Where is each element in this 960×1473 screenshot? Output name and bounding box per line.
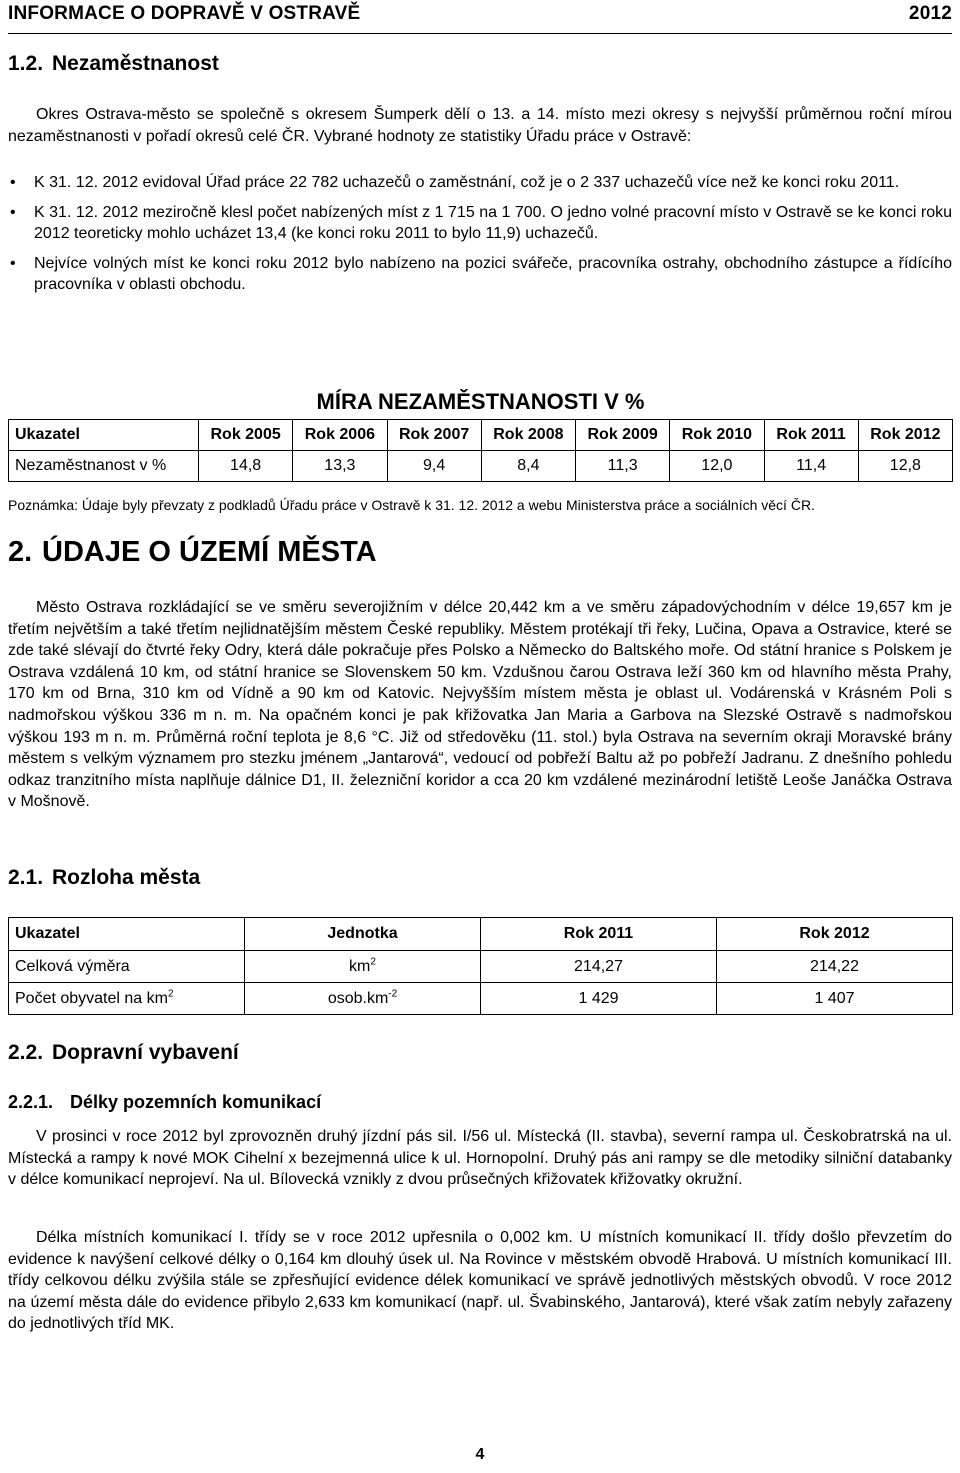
table-row: [9, 983, 953, 1015]
table-cell: 13,3: [293, 451, 387, 482]
section-heading-unemployment: [8, 52, 219, 76]
subsection-heading-roads: [8, 1092, 321, 1113]
table-header-cell: Rok 2006: [293, 420, 387, 451]
table-cell: Počet obyvatel na $km^2$: [9, 983, 245, 1015]
table-cell: Nezaměstnanost v %: [9, 451, 199, 482]
table-cell: 214,27: [481, 951, 717, 983]
table-header-cell: Jednotka: [245, 918, 481, 951]
unemployment-table-title: MÍRA NEZAMĚSTNANOSTI V %: [316, 389, 645, 414]
roads-paragraph-1: V prosinci v roce 2012 byl zprovozněn druhý jízdní pás sil. I/56 ul. Místecká (II. stavba), severní rampa ul. Českobratrská na ul. Místecká a rampy k nové MOK Cihelní x bezejmenná ulice k ul. Hornopolní. Druhý pás ani rampy se dle metodiky silniční databanky v délce komunikací neprojeví. Na ul. Bílovecká vznikly z dvou průsečných křižovatek křižovatky okružní.: [8, 1128, 952, 1189]
table-cell: 1 429: [481, 983, 717, 1015]
section-heading-transport: [8, 1041, 239, 1065]
table-header-cell: Rok 2012: [858, 420, 952, 451]
unemployment-intro: Okres Ostrava-město se společně s okresem Šumperk dělí o 13. a 14. místo mezi okresy s nejvyšší průměrnou roční mírou nezaměstnanosti v pořadí okresů celé ČR. Vybrané hodnoty ze statistiky Úřadu práce v Ostravě:: [8, 106, 952, 145]
chapter-number: 2.: [8, 536, 33, 568]
table-note: Poznámka: Údaje byly převzaty z podkladů Úřadu práce v Ostravě k 31. 12. 2012 a webu Ministerstva práce a sociálních věcí ČR.: [8, 497, 815, 513]
header-title: INFORMACE O DOPRAVĚ V OSTRAVĚ: [8, 3, 361, 24]
table-cell: $osob.km^{-2}$: [245, 983, 481, 1015]
section-number: 2.2.: [8, 1041, 44, 1064]
table-header-cell: Rok 2012: [717, 918, 953, 951]
table-cell: 12,8: [858, 451, 952, 482]
table-header-row: [9, 918, 953, 951]
table-row: [9, 951, 953, 983]
section-title: Rozloha města: [52, 866, 201, 889]
table-header-cell: Ukazatel: [9, 918, 245, 951]
subsection-number: 2.2.1.: [8, 1092, 54, 1112]
section-number: 2.1.: [8, 866, 44, 889]
table-cell: 214,22: [717, 951, 953, 983]
table-cell: 11,4: [764, 451, 858, 482]
table-cell: 12,0: [670, 451, 764, 482]
subsection-title: Délky pozemních komunikací: [70, 1092, 322, 1112]
table-cell: Celková výměra: [9, 951, 245, 983]
bullet-item: • Nejvíce volných míst ke konci roku 2012 bylo nabízeno na pozici svářeče, pracovníka ostrahy, obchodního zástupce a řídícího pracovníka v oblasti obchodu.: [10, 254, 952, 294]
table-header-cell: Rok 2007: [387, 420, 481, 451]
area-table: [8, 917, 953, 1015]
section-title: Nezaměstnanost: [52, 52, 219, 75]
roads-paragraph-2: Délka místních komunikací I. třídy se v roce 2012 upřesnila o 0,002 km. U místních komunikací II. třídy došlo převzetím do evidence k navýšení celkové délky o 0,164 km dlouhý úsek ul. Na Rovince v městském obvodě Hrabová. U místních komunikací III. třídy celkovou délku zvýšila stále se zpřesňující evidence délek komunikací ve správě jednotlivých městských obvodů. V roce 2012 na území města dále do evidence přibylo 2,633 km komunikací (např. ul. Švabinského, Jantarová), které však zatím nebyly zařazeny do jednotlivých tříd MK.: [8, 1229, 952, 1333]
table-header-cell: Rok 2008: [481, 420, 575, 451]
bullet-item: • K 31. 12. 2012 evidoval Úřad práce 22 782 uchazečů o zaměstnání, což je o 2 337 uchazečů více než ke konci roku 2011.: [8, 172, 952, 194]
table-header-row: [9, 420, 953, 451]
chapter-heading: [8, 536, 377, 569]
bullet-icon: •: [10, 203, 16, 221]
section-number: 1.2.: [8, 52, 44, 75]
section-title: Dopravní vybavení: [52, 1041, 239, 1064]
section-heading-area: [8, 866, 200, 890]
bullet-item: • K 31. 12. 2012 meziročně klesl počet nabízených míst z 1 715 na 1 700. O jedno volné pracovní místo v Ostravě se ke konci roku 2012 teoreticky mohlo ucházet 13,4 (ke konci roku 2011 to bylo 11,9) uchazečů.: [10, 203, 952, 243]
table-header-cell: Rok 2009: [576, 420, 670, 451]
table-row: [9, 451, 953, 482]
chapter-title: ÚDAJE O ÚZEMÍ MĚSTA: [42, 536, 377, 568]
table-header-cell: Rok 2011: [764, 420, 858, 451]
table-header-cell: Rok 2011: [481, 918, 717, 951]
city-territory-text: Město Ostrava rozkládající se ve směru severojižním v délce 20,442 km a ve směru západovýchodním v délce 19,657 km je třetím největším a také třetím nejlidnatějším městem České republiky. Městem protékají tři řeky, Lučina, Opava a Ostravice, které se zde také slévají do čtvrté řeky Odry, která dále pokračuje přes Polsko a Německo do Baltského moře. Od státní hranice s Polskem je Ostrava vzdálená 10 km, od státní hranice se Slovenskem 50 km. Vzdušnou čarou Ostrava leží 360 km od hlavního města Prahy, 170 km od Brna, 310 km od Vídně a 90 km od Katovic. Nejvyšším místem města je oblast ul. Vodárenská v Krásném Poli s nadmořskou výškou 336 m n. m. Na opačném konci je pak křižovatka Jan Maria a Garbova na Slezské Ostravě s nadmořskou výškou 193 m n. m. Průměrná roční teplota je 8,6 °C. Již od středověku (11. stol.) byla Ostrava na severním okraji Moravské brány městem s velkým významem pro stezku jménem „Jantarová“, vedoucí od pobřeží Baltu až po pobřeží Jadranu. Z dnešního pohledu odkaz tranzitního místa naplňuje dálnice D1, II. železniční koridor a cca 20 km vzdálené mezinárodní letiště Leoše Janáčka Ostrava v Mošnově.: [8, 599, 952, 811]
table-cell: 14,8: [199, 451, 293, 482]
table-cell: 1 407: [717, 983, 953, 1015]
bullet-icon: •: [10, 174, 16, 191]
table-cell: 11,3: [576, 451, 670, 482]
header-year: 2012: [908, 3, 952, 24]
table-header-cell: Rok 2005: [199, 420, 293, 451]
bullet-icon: •: [10, 254, 16, 272]
table-cell: $km^2$: [245, 951, 481, 983]
unemployment-bullets: [8, 172, 952, 304]
table-header-cell: Rok 2010: [670, 420, 764, 451]
table-header-cell: Ukazatel: [9, 420, 199, 451]
table-cell: 8,4: [481, 451, 575, 482]
unemployment-table: [8, 371, 953, 482]
page-header: [8, 3, 952, 34]
table-cell: 9,4: [387, 451, 481, 482]
page-number: 4: [475, 1446, 485, 1463]
